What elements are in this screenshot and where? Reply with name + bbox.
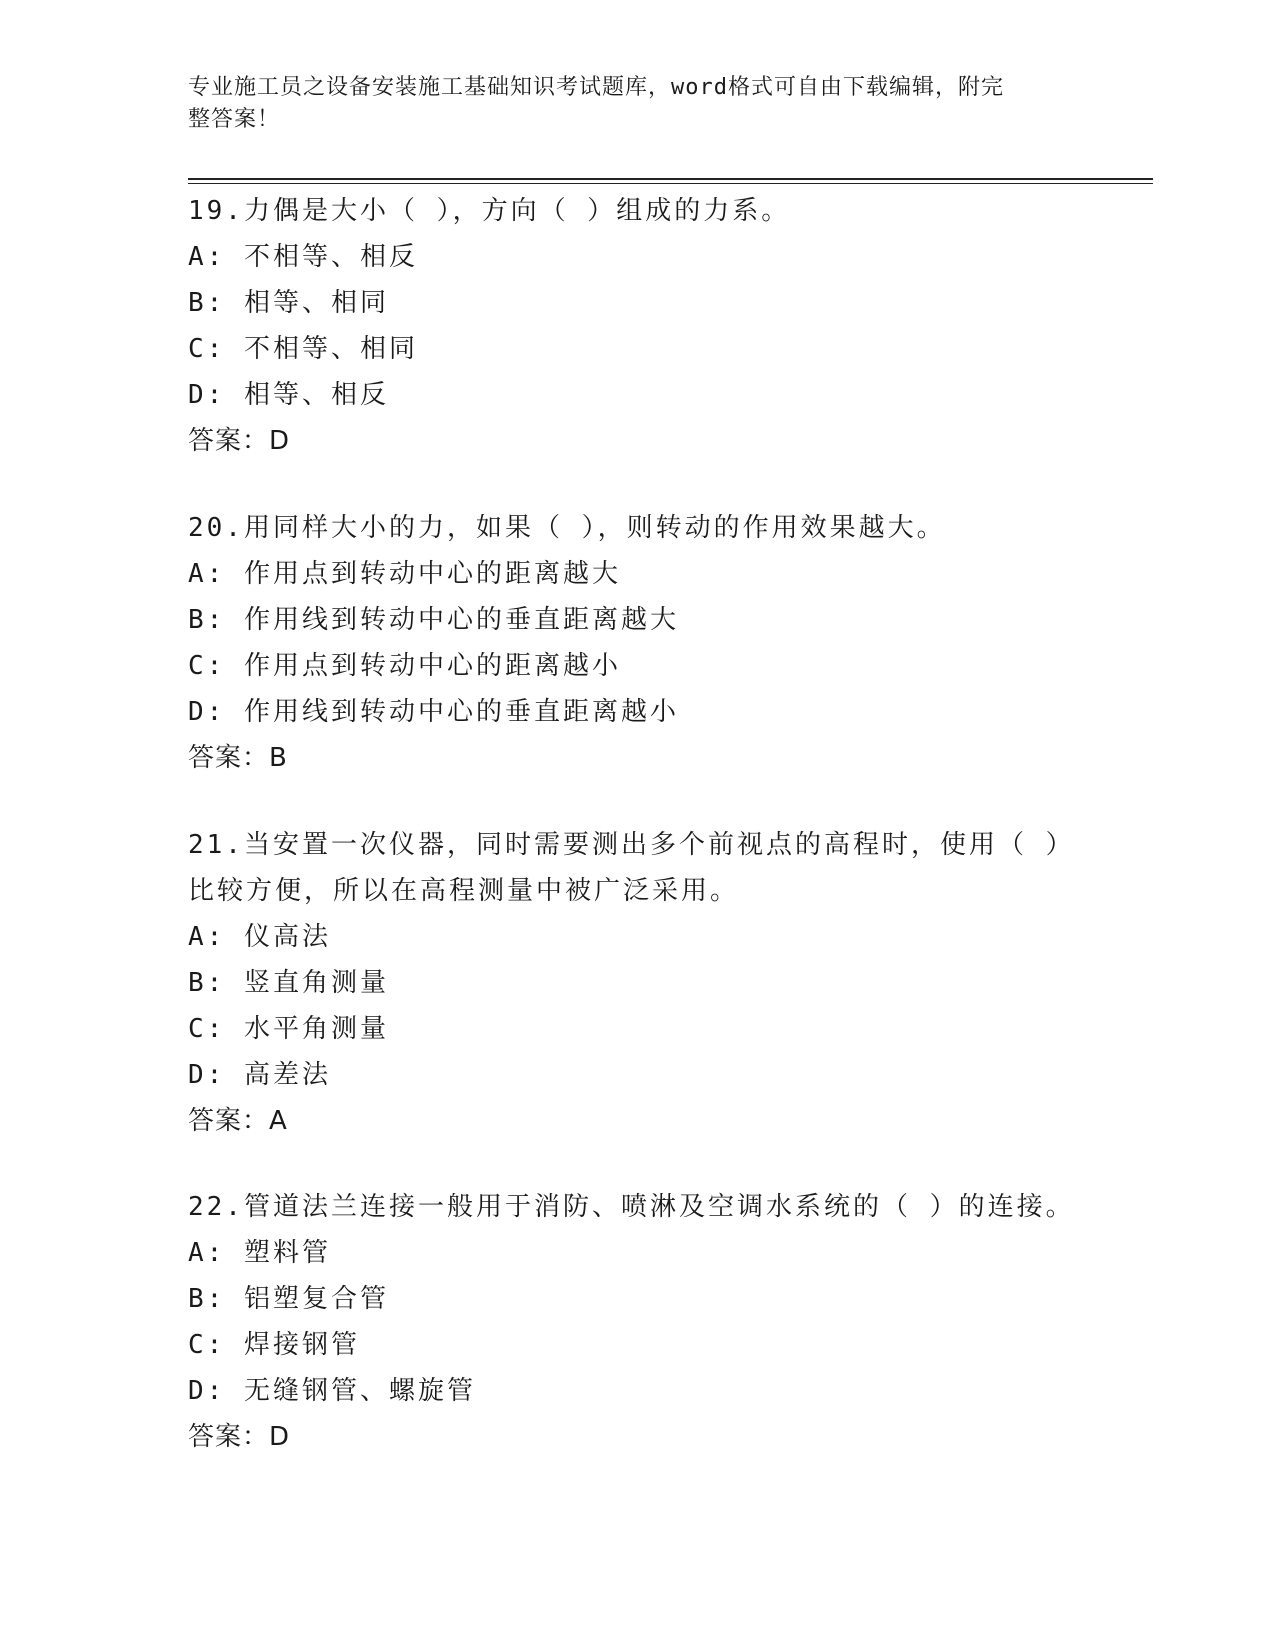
option-a: A: 作用点到转动中心的距离越大 <box>188 559 621 589</box>
question-21 <box>188 822 1088 1144</box>
option-a: A: 仪高法 <box>188 922 331 952</box>
option-b: B: 相等、相同 <box>188 288 389 318</box>
question-stem: 20.用同样大小的力，如果（ ），则转动的作用效果越大。 <box>188 513 946 543</box>
question-stem: 19.力偶是大小（ ），方向（ ）组成的力系。 <box>188 196 791 226</box>
question-stem-line-2: 比较方便，所以在高程测量中被广泛采用。 <box>188 876 740 906</box>
option-d: D: 高差法 <box>188 1060 331 1090</box>
question-stem-line-1: 21.当安置一次仪器，同时需要测出多个前视点的高程时，使用（ ） <box>188 830 1075 860</box>
answer: 答案：D <box>188 426 291 456</box>
answer: 答案：D <box>188 1422 291 1452</box>
option-c: C: 焊接钢管 <box>188 1330 360 1360</box>
option-a: A: 不相等、相反 <box>188 242 418 272</box>
question-stem: 22.管道法兰连接一般用于消防、喷淋及空调水系统的（ ）的连接。 <box>188 1192 1075 1222</box>
answer: 答案：B <box>188 743 288 773</box>
header-line-1: 专业施工员之设备安装施工基础知识考试题库，word格式可自由下载编辑，附完 <box>188 75 1004 100</box>
header-line-2: 整答案！ <box>188 107 281 132</box>
option-d: D: 无缝钢管、螺旋管 <box>188 1376 476 1406</box>
question-22 <box>188 1184 1088 1460</box>
option-c: C: 不相等、相同 <box>188 334 418 364</box>
option-d: D: 相等、相反 <box>188 380 389 410</box>
option-b: B: 铝塑复合管 <box>188 1284 389 1314</box>
answer: 答案：A <box>188 1106 288 1136</box>
question-19 <box>188 188 1088 464</box>
option-c: C: 作用点到转动中心的距离越小 <box>188 651 621 681</box>
option-c: C: 水平角测量 <box>188 1014 389 1044</box>
header-divider <box>188 178 1153 184</box>
question-20 <box>188 505 1088 781</box>
option-b: B: 作用线到转动中心的垂直距离越大 <box>188 605 679 635</box>
option-b: B: 竖直角测量 <box>188 968 389 998</box>
option-d: D: 作用线到转动中心的垂直距离越小 <box>188 697 679 727</box>
option-a: A: 塑料管 <box>188 1238 331 1268</box>
document-header <box>188 72 1068 136</box>
